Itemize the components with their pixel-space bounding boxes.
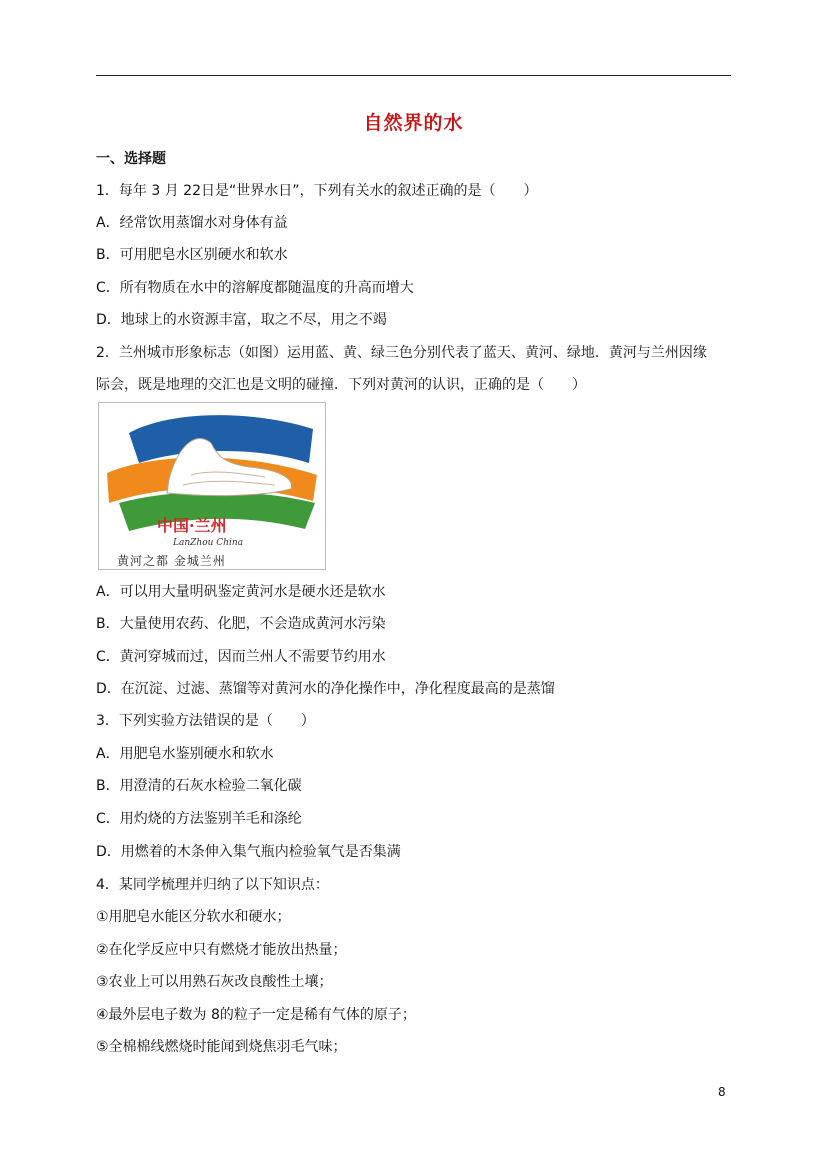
q2-stem-line1: 2．兰州城市形象标志（如图）运用蓝、黄、绿三色分别代表了蓝天、黄河、绿地．黄河与兰州因缘 [96,345,707,361]
logo-slogan: 黄河之都 金城兰州 [117,554,226,568]
q4-item-5: ⑤全棉棉线燃烧时能闻到烧焦羽毛气味； [96,1039,347,1055]
lanzhou-city-logo [98,402,326,570]
q2-option-a: A．可以用大量明矾鉴定黄河水是硬水还是软水 [96,584,386,600]
document-title: 自然界的水 [363,112,464,134]
q2-stem-line2: 际会，既是地理的交汇也是文明的碰撞．下列对黄河的认识，正确的是（ ） [96,377,586,393]
q3-option-c: C．用灼烧的方法鉴别羊毛和涤纶 [96,811,302,827]
q1-option-d: D．地球上的水资源丰富，取之不尽，用之不竭 [96,312,387,328]
blue-sky-shape [129,415,313,463]
q4-item-4: ④最外层电子数为 8的粒子一定是稀有气体的原子； [96,1007,416,1023]
q4-item-3: ③农业上可以用熟石灰改良酸性土壤； [96,974,333,990]
q1-option-c: C．所有物质在水中的溶解度都随温度的升高而增大 [96,280,414,296]
q1-option-a: A．经常饮用蒸馏水对身体有益 [96,215,288,231]
header-rule [96,75,731,76]
q4-stem: 4．某同学梳理并归纳了以下知识点： [96,877,329,893]
logo-name-cn: 中国·兰州 [157,516,227,535]
q4-item-1: ①用肥皂水能区分软水和硬水； [96,909,291,925]
q3-option-a: A．用肥皂水鉴别硬水和软水 [96,746,274,762]
logo-graphic [99,403,325,569]
q4-item-2: ②在化学反应中只有燃烧才能放出热量； [96,942,347,958]
q3-option-d: D．用燃着的木条伸入集气瓶内检验氧气是否集满 [96,844,401,860]
logo-name-en: LanZhou China [173,538,243,548]
q3-stem: 3．下列实验方法错误的是（ ） [96,713,315,729]
page-number: 8 [718,1085,726,1099]
q1-option-b: B．可用肥皂水区别硬水和软水 [96,247,288,263]
section-heading: 一、选择题 [96,151,166,167]
q2-option-c: C．黄河穿城而过，因而兰州人不需要节约用水 [96,649,386,665]
q3-option-b: B．用澄清的石灰水检验二氧化碳 [96,778,302,794]
q1-stem: 1．每年 3 月 22日是“世界水日”，下列有关水的叙述正确的是（ ） [96,183,538,199]
q2-option-b: B．大量使用农药、化肥，不会造成黄河水污染 [96,616,386,632]
q2-option-d: D．在沉淀、过滤、蒸馏等对黄河水的净化操作中，净化程度最高的是蒸馏 [96,681,555,697]
